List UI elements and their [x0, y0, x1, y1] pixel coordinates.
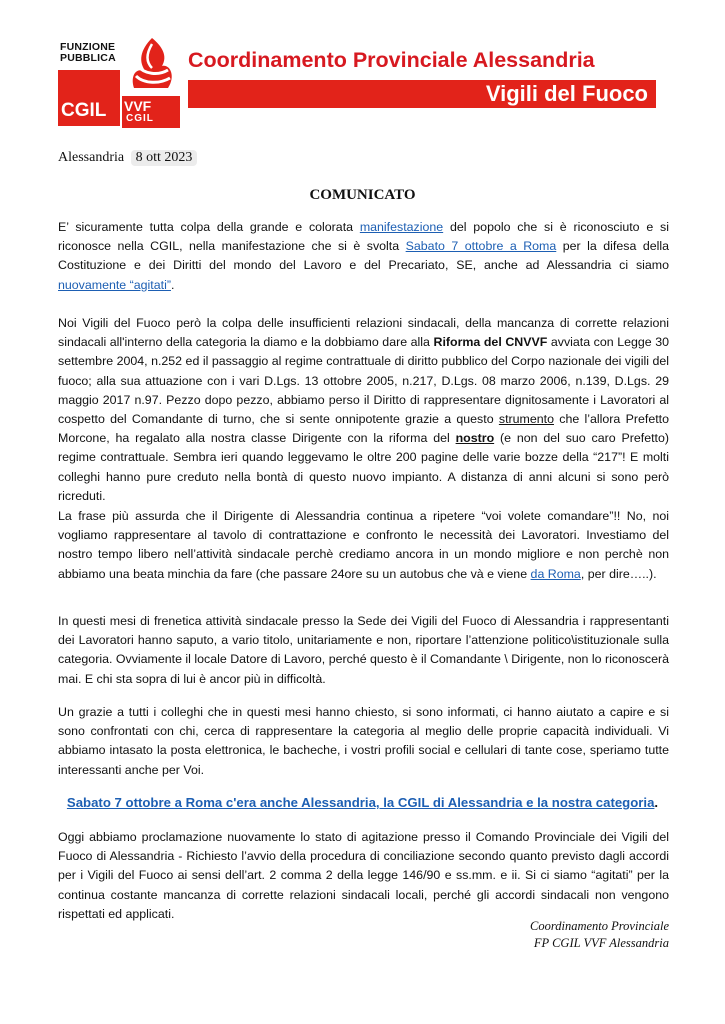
signature [530, 918, 669, 952]
paragraph-4: In questi mesi di frenetica attività sindacale presso la Sede dei Vigili del Fuoco di Alessandria i rappresentanti dei Lavoratori hanno saputo, a vario titolo, unitariamente e non, riportare l’attenzione politico\istituzionale sulla categoria. Ovviamente il locale Datore di Lavoro, perché questo è il Comandante \ Dirigente, non lo riconoscerà mai. E chi sta sopra di lui è ancor più in difficoltà. [58, 614, 669, 686]
p3-text-2: , per dire…..). [580, 566, 657, 581]
dateline-place: Alessandria [58, 150, 125, 165]
da-roma-link[interactable]: da Roma [530, 566, 581, 581]
signature-line-1: Coordinamento Provinciale [530, 919, 669, 933]
p1-text-4: . [170, 277, 175, 292]
agitati-link[interactable]: nuovamente “agitati” [58, 277, 171, 292]
paragraph-5: Un grazie a tutti i colleghi che in questi mesi hanno chiesto, si sono informati, ci hanno aiutato a capire e si sono confrontati con chi, cerca di rappresentare la categoria al meglio delle proprie capacità individuali. Vi abbiamo intasato la posta elettronica, le bacheche, i vostri profili social e cellulari di tante cose, speriamo tutte interessanti anche per Voi. [58, 705, 669, 777]
sabato-roma-link[interactable]: Sabato 7 ottobre a Roma [405, 239, 557, 254]
letterhead-subtitle-bar [188, 80, 656, 108]
p2-text-2: avviata con Legge 30 settembre 2004, n.252 ed il passaggio al regime contrattuale di diritto pubblico del Corpo nazionale dei vigili del fuoco; alla sua attuazione con i vari D.Lgs. 13 ottobre 2005, n.217, D.Lgs. 08 marzo 2006, n.139, D.Lgs. 29 maggio 2017 n.97. Pezzo dopo pezzo, abbiamo perso il Diritto di rappresentare dignitosamente i Lavoratori al cospetto del Comandante di turno, che si sente onnipotente grazie a questo [58, 335, 669, 427]
document-heading: COMUNICATO [309, 187, 416, 203]
paragraph-2 [58, 314, 669, 506]
vvf-cgil-text: CGIL [126, 113, 154, 124]
letterhead-subtitle: Vigili del Fuoco [485, 81, 648, 106]
riforma-cnvvf-bold: Riforma del CNVVF [433, 335, 548, 350]
cgil-logo-text: CGIL [61, 100, 107, 121]
paragraph-6: Oggi abbiamo proclamazione nuovamente lo stato di agitazione presso il Comando Provinciale dei Vigili del Fuoco di Alessandria - Richiesto l’avvio della procedura di conciliazione secondo quanto previsto dagli accordi per i Vigili del Fuoco ai sensi dell’art. 2 comma 2 della legge 146/90 e ss.mm. e ii. Si ci siamo “agitati” per la continua costante mancanza di corrette relazioni sindacali locali, perché gli accordi sindacali non vengono rispettati ed applicati. [58, 830, 669, 921]
p2-text-3: che l’allora Prefetto Morcone, ha regalato alla nostra classe Dirigente con la riforma del [58, 412, 669, 446]
strumento-underlined: strumento [498, 412, 554, 427]
highlight-end: . [654, 795, 659, 810]
signature-line-2: FP CGIL VVF Alessandria [533, 936, 669, 950]
paragraph-3 [58, 507, 669, 584]
logo-funzione-pubblica [60, 42, 116, 64]
p3-text-1: La frase più assurda che il Dirigente di Alessandria continua a ripetere “voi volete comandare”!! No, noi vogliamo rappresentare al tavolo di contrattazione e confronto le necessità dei Lavoratori. Investiamo del nostro tempo libero nell’attività sindacale perchè crediamo ancora in un mondo migliore e non perchè non abbiamo una beata minchia da fare (che passare 24ore su un autobus che và e viene [58, 509, 669, 581]
p1-text-1: E’ sicuramente tutta colpa della grande e colorata [58, 220, 360, 234]
cgil-logo-box [58, 70, 120, 126]
p2-text-1: Noi Vigili del Fuoco però la colpa delle insufficienti relazioni sindacali, della mancanza di corrette relazioni sindacali all'interno della categoria la diamo e la dobbiamo dare alla [58, 316, 669, 350]
paragraph-1 [58, 218, 669, 295]
letterhead [58, 36, 658, 130]
date-chip[interactable]: 8 ott 2023 [131, 150, 198, 166]
p1-text-2: del popolo che si è riconosciuto e si riconosce nella CGIL, nella manifestazione che si è svolta [58, 220, 669, 254]
manifestazione-link[interactable]: manifestazione [359, 220, 444, 234]
fp-cgil-logo [58, 36, 182, 130]
logo-line-1: FUNZIONE [60, 41, 116, 53]
p1-text-3: per la difesa della Costituzione e dei Diritti del mondo del Lavoro e del Precariato, SE, anche ad Alessandria ci siamo [58, 239, 669, 273]
highlight-line [0, 795, 725, 810]
p2-text-4: (e non del suo caro Prefetto) regime contrattuale. Sembra ieri quando leggevamo le oltre 200 pagine delle varie bozze della “217”! E molti colleghi hanno pure creduto nella bontà di questo nuovo impianto. A distanza di anni alcuni si sono però ricreduti. [58, 431, 670, 503]
logo-line-2: PUBBLICA [60, 52, 116, 64]
vvf-logo-text: VVF [124, 98, 152, 114]
dateline [58, 150, 197, 166]
highlight-link[interactable]: Sabato 7 ottobre a Roma c'era anche Alessandria, la CGIL di Alessandria e la nostra categoria [66, 795, 655, 810]
vvf-logo-box [122, 96, 180, 128]
letterhead-title: Coordinamento Provinciale Alessandria [188, 48, 595, 72]
nostro-bold: nostro [455, 431, 495, 446]
